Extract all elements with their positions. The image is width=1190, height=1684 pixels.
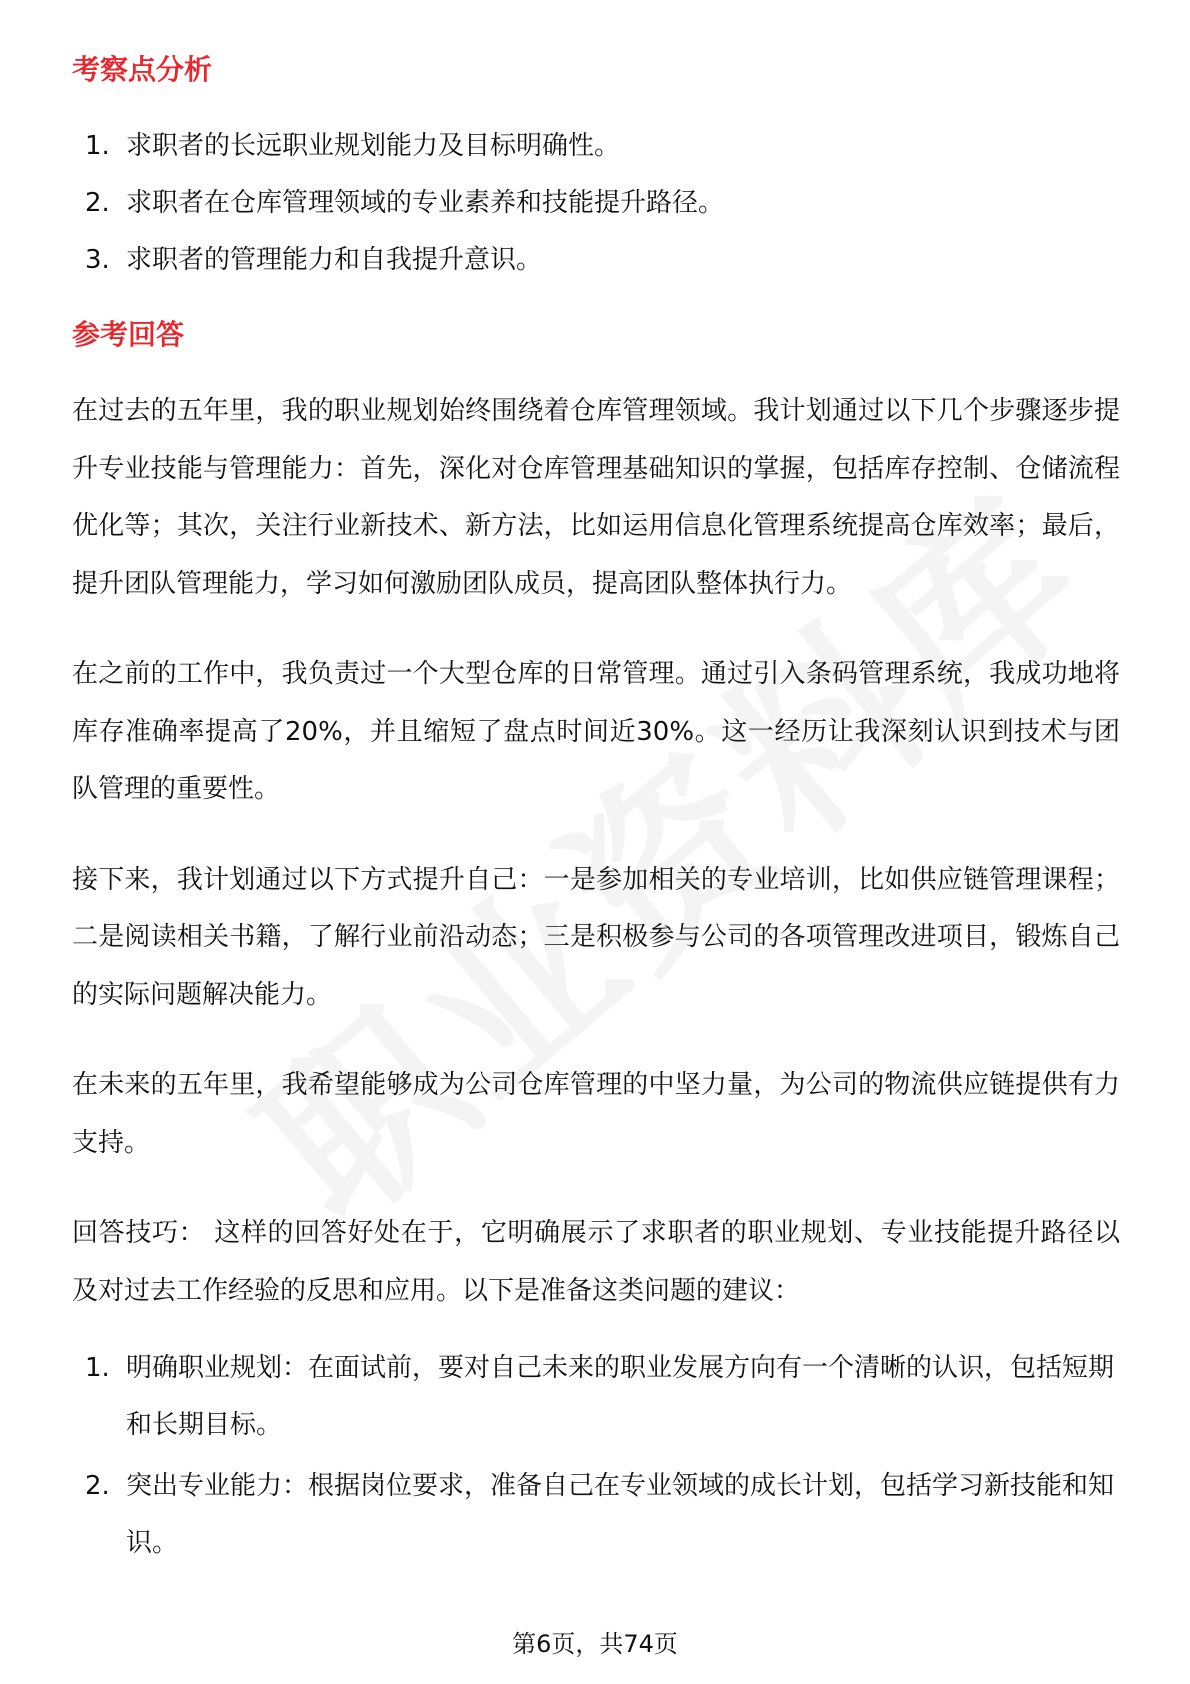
answer-paragraph: 在过去的五年里，我的职业规划始终围绕着仓库管理领域。我计划通过以下几个步骤逐步提升专业技能与管理能力：首先，深化对仓库管理基础知识的掌握，包括库存控制、仓储流程优化等；其次，关注行业新技术、新方法，比如运用信息化管理系统提高仓库效率；最后，提升团队管理能力，学习如何激励团队成员，提高团队整体执行力。 — [72, 396, 1120, 599]
list-item — [72, 1458, 1120, 1572]
page-footer: 第6页，共74页 — [512, 1630, 678, 1658]
page-content — [72, 50, 1120, 1572]
list-item — [72, 118, 1120, 175]
list-number: 2. — [85, 188, 110, 218]
list-item — [72, 175, 1120, 232]
list-text: 求职者在仓库管理领域的专业素养和技能提升路径。 — [126, 188, 725, 218]
analysis-list — [72, 118, 1120, 289]
section-title-answer: 参考回答 — [72, 318, 185, 351]
list-item — [72, 232, 1120, 289]
list-text: 明确职业规划：在面试前，要对自己未来的职业发展方向有一个清晰的认识，包括短期和长期目标。 — [126, 1353, 1115, 1440]
section-title-analysis: 考察点分析 — [72, 53, 213, 86]
list-text: 求职者的长远职业规划能力及目标明确性。 — [126, 131, 621, 161]
answer-paragraph: 接下来，我计划通过以下方式提升自己：一是参加相关的专业培训，比如供应链管理课程；二是阅读相关书籍，了解行业前沿动态；三是积极参与公司的各项管理改进项目，锻炼自己的实际问题解决能力。 — [72, 864, 1120, 1010]
list-text: 突出专业能力：根据岗位要求，准备自己在专业领域的成长计划，包括学习新技能和知识。 — [126, 1471, 1115, 1558]
list-number: 2. — [85, 1471, 110, 1501]
list-text: 求职者的管理能力和自我提升意识。 — [126, 245, 543, 275]
answer-tips-intro: 回答技巧： 这样的回答好处在于，它明确展示了求职者的职业规划、专业技能提升路径以及对过去工作经验的反思和应用。以下是准备这类问题的建议： — [72, 1218, 1120, 1306]
list-item — [72, 1340, 1120, 1454]
list-number: 1. — [85, 1353, 110, 1383]
tips-list — [72, 1340, 1120, 1572]
list-number: 3. — [85, 245, 110, 275]
answer-paragraph: 在未来的五年里，我希望能够成为公司仓库管理的中坚力量，为公司的物流供应链提供有力支持。 — [72, 1070, 1120, 1158]
list-number: 1. — [85, 131, 110, 161]
answer-paragraph: 在之前的工作中，我负责过一个大型仓库的日常管理。通过引入条码管理系统，我成功地将库存准确率提高了20%，并且缩短了盘点时间近30%。这一经历让我深刻认识到技术与团队管理的重要性。 — [72, 659, 1120, 804]
